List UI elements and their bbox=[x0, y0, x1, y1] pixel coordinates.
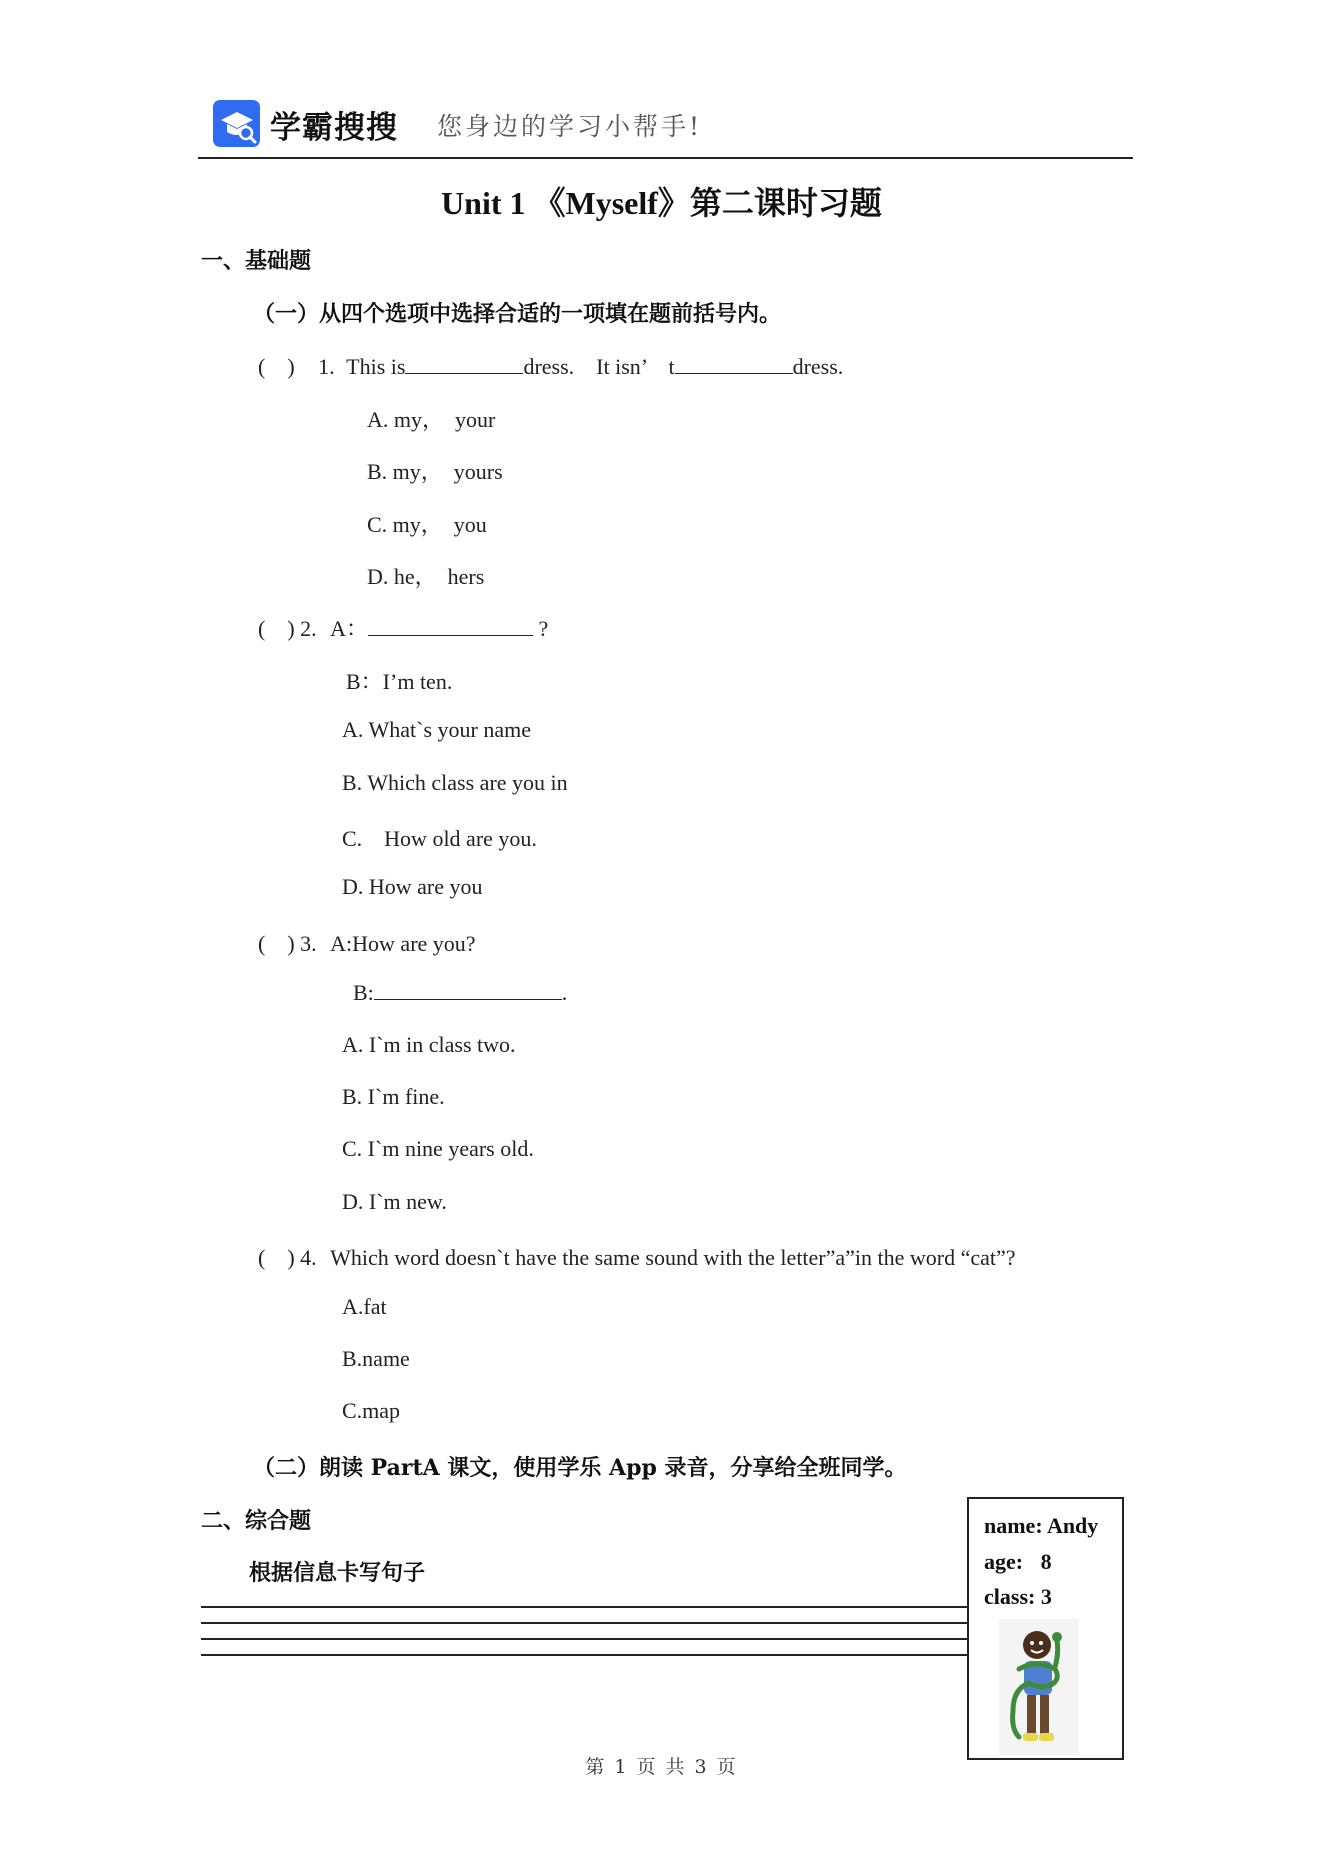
fill-blank[interactable] bbox=[374, 979, 562, 1000]
header-divider bbox=[198, 157, 1133, 159]
card-name: name: Andy bbox=[984, 1513, 1099, 1538]
question-3 bbox=[258, 927, 476, 958]
reply-label: B: bbox=[353, 980, 374, 1005]
question-stem: dress. It isn’ t bbox=[523, 354, 675, 379]
section-2-heading: 二、综合题 bbox=[201, 1508, 312, 1534]
section-1-heading: 一、基础题 bbox=[201, 248, 312, 274]
option: D. How are you bbox=[342, 874, 483, 899]
question-2 bbox=[258, 612, 548, 643]
question-stem: A:How are you? bbox=[330, 931, 476, 956]
dialogue-reply bbox=[353, 979, 567, 1006]
part-2-instruction: （二）朗读 PartA 课文，使用学乐 App 录音，分享给全班同学。 bbox=[253, 1455, 907, 1481]
option: C.map bbox=[342, 1398, 401, 1423]
fill-blank[interactable] bbox=[405, 353, 523, 374]
writing-line[interactable] bbox=[201, 1622, 968, 1624]
card-age-value: 8 bbox=[1040, 1549, 1052, 1574]
question-1 bbox=[258, 350, 843, 381]
question-number: 2. bbox=[300, 616, 317, 641]
info-card bbox=[967, 1497, 1124, 1760]
card-age bbox=[984, 1549, 1052, 1575]
question-stem: ? bbox=[538, 616, 549, 641]
brand-name: 学霸搜搜 bbox=[270, 110, 398, 146]
reply-end: . bbox=[561, 980, 568, 1005]
option: C. my， you bbox=[367, 512, 487, 537]
boy-with-snake-illustration bbox=[999, 1619, 1079, 1755]
option: D. he， hers bbox=[367, 564, 485, 589]
question-number: 3. bbox=[300, 931, 317, 956]
answer-bracket[interactable]: ( ) bbox=[258, 1245, 295, 1270]
answer-bracket[interactable]: ( ) bbox=[258, 931, 295, 956]
answer-bracket[interactable]: ( ) bbox=[258, 354, 295, 379]
question-number: 1. bbox=[318, 354, 335, 379]
question-stem: This is bbox=[346, 354, 406, 379]
option: A. What`s your name bbox=[342, 717, 531, 742]
question-number: 4. bbox=[300, 1245, 317, 1270]
worksheet-title: Unit 1 《Myself》第二课时习题 bbox=[441, 185, 882, 221]
answer-bracket[interactable]: ( ) bbox=[258, 616, 295, 641]
option: B. I`m fine. bbox=[342, 1084, 445, 1109]
page-number: 第 1 页 共 3 页 bbox=[585, 1756, 738, 1778]
question-stem: A： bbox=[330, 616, 369, 641]
card-age-label: age: bbox=[984, 1549, 1024, 1574]
writing-line[interactable] bbox=[201, 1638, 968, 1640]
question-stem: Which word doesn`t have the same sound with the letter”a”in the word “cat”? bbox=[330, 1245, 1016, 1270]
option: B. Which class are you in bbox=[342, 770, 568, 795]
part-1-instruction: （一）从四个选项中选择合适的一项填在题前括号内。 bbox=[253, 301, 782, 327]
section-2-instruction: 根据信息卡写句子 bbox=[249, 1560, 426, 1586]
question-4 bbox=[258, 1241, 1016, 1272]
option: A. I`m in class two. bbox=[342, 1032, 516, 1057]
writing-line[interactable] bbox=[201, 1654, 968, 1656]
question-stem: dress. bbox=[792, 354, 844, 379]
option: D. I`m new. bbox=[342, 1189, 447, 1214]
option: B.name bbox=[342, 1346, 410, 1371]
option: C. I`m nine years old. bbox=[342, 1136, 534, 1161]
fill-blank[interactable] bbox=[368, 615, 533, 636]
writing-line[interactable] bbox=[201, 1606, 968, 1608]
brand-slogan: 您身边的学习小帮手! bbox=[437, 112, 703, 141]
dialogue-reply: B：I’m ten. bbox=[346, 669, 453, 694]
fill-blank[interactable] bbox=[675, 353, 793, 374]
brand-logo-icon bbox=[213, 100, 260, 147]
card-class: class: 3 bbox=[984, 1584, 1052, 1609]
option: A.fat bbox=[342, 1294, 387, 1319]
option: B. my， yours bbox=[367, 459, 503, 484]
option: A. my， your bbox=[367, 407, 496, 432]
option: C. How old are you. bbox=[342, 826, 537, 851]
